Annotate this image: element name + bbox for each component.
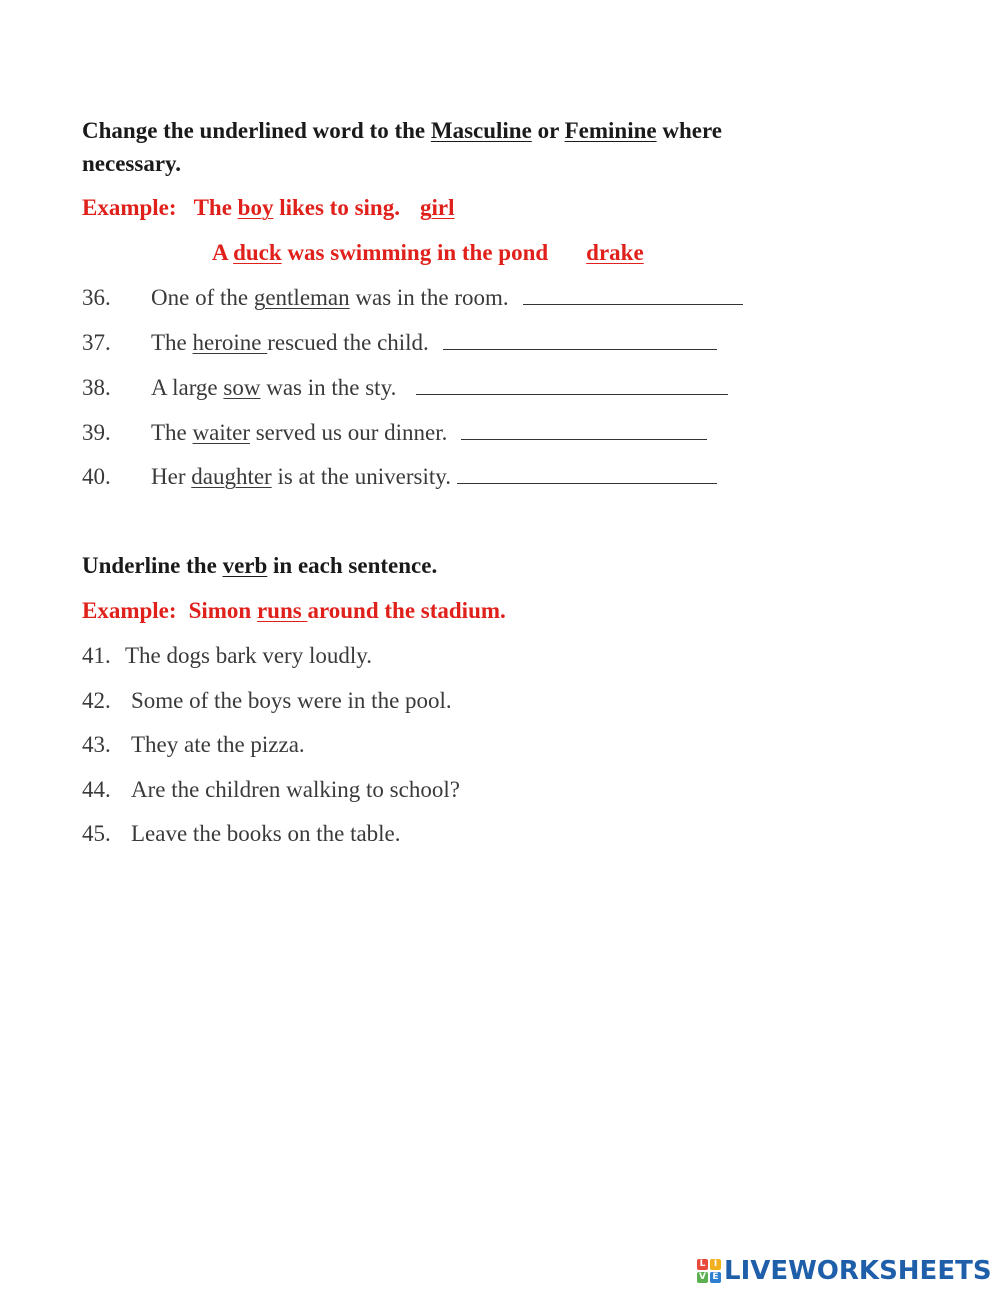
example-label: Example: [82,195,177,220]
question-number: 38. [82,375,111,400]
question-text: One of the [151,285,254,310]
example-text: Simon [188,598,257,623]
instruction-text: in each sentence. [267,553,438,578]
logo-text: LIVEWORKSHEETS [724,1256,992,1286]
question-38 [82,374,728,402]
instruction-verb [82,552,437,580]
sentence-text[interactable]: They ate the pizza. [131,732,305,757]
question-number: 43. [82,732,111,757]
question-text: A large [151,375,224,400]
logo-letter: E [710,1272,721,1283]
answer-blank[interactable] [461,419,707,440]
question-text: is at the university. [271,464,451,489]
question-40 [82,463,717,491]
question-text: rescued the child. [267,330,429,355]
masculine-word: Masculine [430,118,532,143]
logo-mark-icon [697,1259,721,1283]
logo-letter: I [710,1259,721,1270]
underlined-word: waiter [192,420,250,445]
feminine-word: Feminine [564,118,657,143]
example-text: was swimming in the pond [281,240,549,265]
example-text: around the stadium. [307,598,506,623]
question-44[interactable] [82,776,460,804]
question-number: 41. [82,643,111,668]
underlined-word: sow [223,375,261,400]
instruction-masc-fem [82,117,722,145]
question-text: was in the room. [349,285,509,310]
question-text: The [151,330,193,355]
example-verb [82,597,506,625]
sentence-text[interactable]: Are the children walking to school? [131,777,460,802]
question-number: 37. [82,330,111,355]
instruction-line-2 [82,150,181,178]
question-39 [82,419,707,447]
instruction-text: Change the underlined word to the [82,118,431,143]
question-text: The [151,420,193,445]
instruction-text: or [531,118,565,143]
underlined-word: gentleman [253,285,350,310]
sentence-text[interactable]: Some of the boys were in the pool. [131,688,452,713]
instruction-text: Underline the [82,553,223,578]
question-36 [82,284,743,312]
instruction-text: necessary. [82,151,182,176]
underlined-word: heroine [192,330,268,355]
example-label: Example: [82,598,177,623]
answer-blank[interactable] [523,284,743,305]
question-text: served us our dinner. [249,420,448,445]
answer-blank[interactable] [416,374,728,395]
instruction-text: where [656,118,722,143]
example-answer: drake [586,240,644,265]
question-text: Her [151,464,192,489]
verb-word: verb [222,553,268,578]
logo-letter: L [697,1259,708,1270]
sentence-text[interactable]: Leave the books on the table. [131,821,401,846]
question-37 [82,329,717,357]
example-underlined-word: duck [233,240,282,265]
question-number: 42. [82,688,111,713]
example-underlined-word: boy [237,195,274,220]
question-text: was in the sty. [260,375,397,400]
question-43[interactable] [82,731,305,759]
question-number: 39. [82,420,111,445]
question-45[interactable] [82,820,401,848]
example-1 [82,194,454,222]
example-2 [212,239,644,267]
question-number: 45. [82,821,111,846]
answer-blank[interactable] [443,329,717,350]
question-number: 36. [82,285,111,310]
liveworksheets-logo [697,1253,992,1289]
example-answer: girl [419,195,455,220]
question-42[interactable] [82,687,452,715]
question-number: 44. [82,777,111,802]
question-41[interactable] [82,642,372,670]
answer-blank[interactable] [457,463,717,484]
question-number: 40. [82,464,111,489]
example-text: The [193,195,238,220]
example-underlined-word: runs [256,598,308,623]
example-text: A [212,240,234,265]
logo-letter: V [697,1272,708,1283]
underlined-word: daughter [191,464,272,489]
example-text: likes to sing. [273,195,400,220]
sentence-text[interactable]: The dogs bark very loudly. [125,643,372,668]
